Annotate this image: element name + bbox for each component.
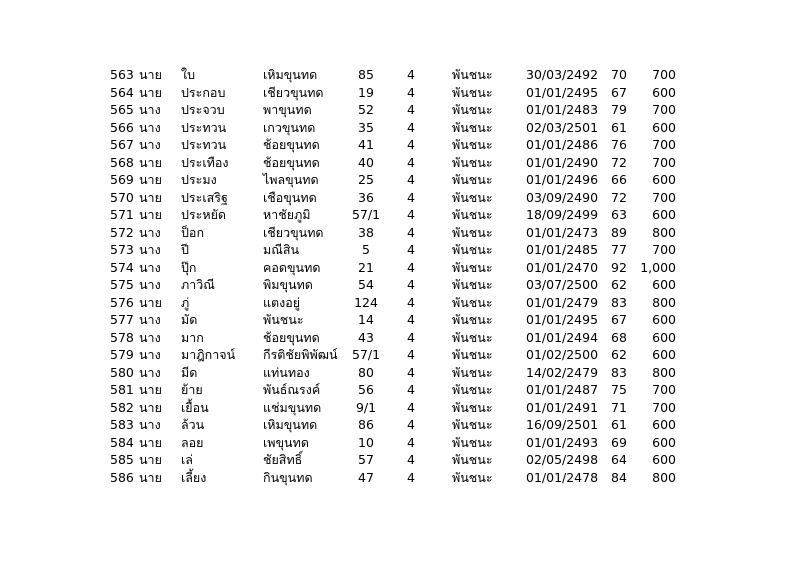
age: 89: [611, 224, 627, 240]
last-name: เกวขุนทด: [263, 119, 316, 135]
table-row: [0, 469, 800, 487]
birth-date: 01/01/2487: [526, 382, 599, 397]
house-number: 21: [358, 259, 374, 275]
age: 72: [611, 189, 627, 205]
house-number: 9/1: [355, 399, 377, 415]
house-number: 35: [358, 119, 374, 135]
last-name: ชัยสิทธิ์: [263, 452, 303, 467]
age: 77: [611, 242, 627, 257]
table-row: [0, 241, 800, 259]
first-name: มัด: [181, 312, 198, 327]
record-number: 583: [110, 417, 134, 432]
birth-date: 01/01/2479: [526, 294, 599, 310]
first-name: มาฎิกาจน์: [181, 347, 236, 362]
allowance-amount: 700: [652, 399, 676, 415]
house-number: 36: [358, 189, 374, 205]
last-name: แช่มขุนทด: [263, 399, 322, 415]
house-number: 14: [358, 312, 374, 327]
allowance-amount: 600: [652, 119, 676, 135]
house-number: 57/1: [351, 347, 381, 362]
first-name: ประเสริฐ: [181, 189, 228, 205]
age: 62: [611, 277, 627, 292]
birth-date: 01/01/2493: [526, 434, 599, 450]
record-number: 577: [110, 312, 134, 327]
record-number: 575: [110, 277, 134, 292]
name-title: นาง: [139, 242, 161, 257]
table-row: [0, 189, 800, 207]
record-number: 571: [110, 207, 134, 222]
subdistrict: พันชนะ: [452, 154, 493, 170]
house-number: 124: [354, 294, 378, 310]
subdistrict: พันชนะ: [452, 119, 493, 135]
first-name: ลอย: [181, 434, 204, 450]
last-name: แท่นทอง: [263, 364, 310, 380]
record-number: 584: [110, 434, 134, 450]
village-number: 4: [407, 329, 415, 345]
table-row: [0, 311, 800, 329]
record-number: 581: [110, 382, 134, 397]
table-row: [0, 364, 800, 382]
table-row: [0, 451, 800, 469]
table-row: [0, 259, 800, 277]
name-title: นาย: [139, 189, 162, 205]
subdistrict: พันชนะ: [452, 469, 493, 485]
subdistrict: พันชนะ: [452, 312, 493, 327]
birth-date: 16/09/2501: [526, 417, 599, 432]
village-number: 4: [407, 242, 415, 257]
last-name: คอดขุนทด: [263, 259, 321, 275]
last-name: พันชนะ: [263, 312, 304, 327]
table-row: [0, 171, 800, 189]
table-row: [0, 329, 800, 347]
allowance-amount: 600: [652, 329, 676, 345]
name-title: นาง: [139, 329, 161, 345]
birth-date: 01/01/2478: [526, 469, 599, 485]
age: 61: [611, 119, 627, 135]
subdistrict: พันชนะ: [452, 364, 493, 380]
record-number: 573: [110, 242, 134, 257]
subdistrict: พันชนะ: [452, 417, 493, 432]
name-title: นาง: [139, 137, 161, 152]
table-row: [0, 119, 800, 137]
first-name: ประกอบ: [181, 84, 226, 100]
allowance-amount: 700: [652, 382, 676, 397]
birth-date: 01/01/2470: [526, 259, 599, 275]
table-row: [0, 224, 800, 242]
allowance-amount: 600: [652, 452, 676, 467]
village-number: 4: [407, 189, 415, 205]
birth-date: 01/01/2473: [526, 224, 599, 240]
record-table: [0, 66, 800, 486]
first-name: ประหยัด: [181, 207, 227, 222]
first-name: ใบ: [181, 67, 196, 82]
age: 67: [611, 312, 627, 327]
birth-date: 14/02/2479: [526, 364, 599, 380]
first-name: มีด: [181, 364, 198, 380]
subdistrict: พันชนะ: [452, 172, 493, 187]
name-title: นาง: [139, 102, 161, 117]
birth-date: 01/01/2496: [526, 172, 599, 187]
last-name: ไพลขุนทด: [263, 172, 319, 187]
first-name: ประมง: [181, 172, 217, 187]
house-number: 43: [358, 329, 374, 345]
subdistrict: พันชนะ: [452, 224, 493, 240]
record-number: 576: [110, 294, 134, 310]
first-name: ล้วน: [181, 417, 205, 432]
birth-date: 01/01/2490: [526, 154, 599, 170]
first-name: เยื้อน: [181, 399, 209, 415]
allowance-amount: 600: [652, 84, 676, 100]
record-number: 563: [110, 67, 134, 82]
record-number: 570: [110, 189, 134, 205]
birth-date: 01/01/2491: [526, 399, 599, 415]
last-name: พันธ์ณรงค์: [263, 382, 321, 397]
record-number: 574: [110, 259, 134, 275]
subdistrict: พันชนะ: [452, 329, 493, 345]
house-number: 10: [358, 434, 374, 450]
village-number: 4: [407, 399, 415, 415]
last-name: พาขุนทด: [263, 102, 312, 117]
last-name: ช้อยขุนทด: [263, 137, 320, 152]
age: 61: [611, 417, 627, 432]
record-number: 567: [110, 137, 134, 152]
birth-date: 03/07/2500: [526, 277, 599, 292]
last-name: เชือขุนทด: [263, 189, 317, 205]
record-number: 579: [110, 347, 134, 362]
last-name: เชียวขุนทด: [263, 224, 324, 240]
village-number: 4: [407, 364, 415, 380]
table-row: [0, 346, 800, 364]
house-number: 54: [358, 277, 374, 292]
allowance-amount: 700: [652, 154, 676, 170]
name-title: นาย: [139, 434, 162, 450]
house-number: 25: [358, 172, 374, 187]
table-row: [0, 381, 800, 399]
age: 71: [611, 399, 627, 415]
house-number: 19: [358, 84, 374, 100]
record-number: 582: [110, 399, 134, 415]
age: 72: [611, 154, 627, 170]
house-number: 85: [358, 67, 374, 82]
age: 63: [611, 207, 627, 222]
village-number: 4: [407, 294, 415, 310]
table-row: [0, 206, 800, 224]
subdistrict: พันชนะ: [452, 242, 493, 257]
first-name: เล่: [181, 452, 193, 467]
village-number: 4: [407, 312, 415, 327]
last-name: กีรติชัยพิพัฒน์: [263, 347, 338, 362]
subdistrict: พันชนะ: [452, 294, 493, 310]
name-title: นาง: [139, 417, 161, 432]
allowance-amount: 800: [652, 294, 676, 310]
table-row: [0, 84, 800, 102]
subdistrict: พันชนะ: [452, 189, 493, 205]
subdistrict: พันชนะ: [452, 382, 493, 397]
allowance-amount: 600: [652, 172, 676, 187]
age: 84: [611, 469, 627, 485]
name-title: นาง: [139, 312, 161, 327]
birth-date: 30/03/2492: [526, 67, 599, 82]
birth-date: 18/09/2499: [526, 207, 599, 222]
age: 66: [611, 172, 627, 187]
record-number: 564: [110, 84, 134, 100]
village-number: 4: [407, 382, 415, 397]
table-row: [0, 154, 800, 172]
last-name: มณีสิน: [263, 242, 300, 257]
village-number: 4: [407, 84, 415, 100]
age: 64: [611, 452, 627, 467]
birth-date: 01/01/2486: [526, 137, 599, 152]
birth-date: 01/02/2500: [526, 347, 599, 362]
record-number: 569: [110, 172, 134, 187]
village-number: 4: [407, 347, 415, 362]
age: 75: [611, 382, 627, 397]
last-name: แตงอยู่: [263, 294, 301, 310]
age: 76: [611, 137, 627, 152]
subdistrict: พันชนะ: [452, 452, 493, 467]
first-name: ประทวน: [181, 119, 227, 135]
house-number: 40: [358, 154, 374, 170]
subdistrict: พันชนะ: [452, 84, 493, 100]
subdistrict: พันชนะ: [452, 434, 493, 450]
allowance-amount: 800: [652, 469, 676, 485]
record-number: 578: [110, 329, 134, 345]
village-number: 4: [407, 207, 415, 222]
village-number: 4: [407, 277, 415, 292]
last-name: เพขุนทด: [263, 434, 309, 450]
first-name: ประทวน: [181, 137, 227, 152]
name-title: นาง: [139, 347, 161, 362]
name-title: นาย: [139, 154, 162, 170]
house-number: 38: [358, 224, 374, 240]
first-name: ย้าย: [181, 382, 203, 397]
last-name: กินขุนทด: [263, 469, 313, 485]
allowance-amount: 600: [652, 417, 676, 432]
village-number: 4: [407, 137, 415, 152]
subdistrict: พันชนะ: [452, 277, 493, 292]
name-title: นาย: [139, 382, 162, 397]
age: 62: [611, 347, 627, 362]
allowance-amount: 800: [652, 224, 676, 240]
village-number: 4: [407, 417, 415, 432]
name-title: นาย: [139, 84, 162, 100]
house-number: 47: [358, 469, 374, 485]
age: 67: [611, 84, 627, 100]
first-name: ภาวิณี: [181, 277, 215, 292]
table-row: [0, 416, 800, 434]
allowance-amount: 1,000: [640, 259, 676, 275]
name-title: นาย: [139, 399, 162, 415]
subdistrict: พันชนะ: [452, 102, 493, 117]
table-row: [0, 66, 800, 84]
village-number: 4: [407, 224, 415, 240]
village-number: 4: [407, 172, 415, 187]
name-title: นาย: [139, 469, 162, 485]
allowance-amount: 700: [652, 242, 676, 257]
age: 83: [611, 294, 627, 310]
first-name: เลี้ยง: [181, 469, 207, 485]
name-title: นาง: [139, 364, 161, 380]
birth-date: 01/01/2495: [526, 312, 599, 327]
name-title: นาย: [139, 67, 162, 82]
last-name: เหิมขุนทด: [263, 417, 318, 432]
village-number: 4: [407, 67, 415, 82]
last-name: พิมขุนทด: [263, 277, 313, 292]
allowance-amount: 600: [652, 312, 676, 327]
house-number: 56: [358, 382, 374, 397]
table-row: [0, 399, 800, 417]
village-number: 4: [407, 434, 415, 450]
first-name: ภู่: [181, 294, 190, 310]
name-title: นาง: [139, 277, 161, 292]
age: 69: [611, 434, 627, 450]
subdistrict: พันชนะ: [452, 137, 493, 152]
birth-date: 01/01/2483: [526, 102, 599, 117]
first-name: ประเทือง: [181, 154, 229, 170]
first-name: ปี: [181, 242, 189, 257]
house-number: 41: [358, 137, 374, 152]
village-number: 4: [407, 469, 415, 485]
allowance-amount: 600: [652, 434, 676, 450]
allowance-amount: 600: [652, 277, 676, 292]
table-row: [0, 276, 800, 294]
village-number: 4: [407, 452, 415, 467]
allowance-amount: 700: [652, 137, 676, 152]
village-number: 4: [407, 119, 415, 135]
table-row: [0, 434, 800, 452]
birth-date: 02/03/2501: [526, 119, 599, 135]
allowance-amount: 700: [652, 102, 676, 117]
subdistrict: พันชนะ: [452, 259, 493, 275]
name-title: นาง: [139, 119, 161, 135]
age: 79: [611, 102, 627, 117]
name-title: นาย: [139, 207, 162, 222]
record-number: 572: [110, 224, 134, 240]
allowance-amount: 600: [652, 207, 676, 222]
name-title: นาย: [139, 172, 162, 187]
birth-date: 01/01/2485: [526, 242, 599, 257]
record-number: 586: [110, 469, 134, 485]
first-name: ประจวบ: [181, 102, 225, 117]
table-row: [0, 101, 800, 119]
last-name: เหิมขุนทด: [263, 67, 318, 82]
house-number: 5: [362, 242, 370, 257]
name-title: นาง: [139, 259, 161, 275]
allowance-amount: 800: [652, 364, 676, 380]
village-number: 4: [407, 259, 415, 275]
name-title: นาย: [139, 452, 162, 467]
house-number: 57: [358, 452, 374, 467]
first-name: มาก: [181, 329, 204, 345]
birth-date: 02/05/2498: [526, 452, 599, 467]
age: 70: [611, 67, 627, 82]
last-name: ช้อยขุนทด: [263, 329, 320, 345]
house-number: 57/1: [351, 207, 381, 222]
record-number: 580: [110, 364, 134, 380]
age: 68: [611, 329, 627, 345]
last-name: ช้อยขุนทด: [263, 154, 320, 170]
record-number: 568: [110, 154, 134, 170]
name-title: นาย: [139, 294, 162, 310]
last-name: หาชัยภูมิ: [263, 207, 311, 222]
allowance-amount: 700: [652, 189, 676, 205]
village-number: 4: [407, 154, 415, 170]
record-number: 565: [110, 102, 134, 117]
allowance-amount: 700: [652, 67, 676, 82]
subdistrict: พันชนะ: [452, 347, 493, 362]
first-name: ป็อก: [181, 224, 205, 240]
house-number: 80: [358, 364, 374, 380]
record-number: 566: [110, 119, 134, 135]
birth-date: 01/01/2494: [526, 329, 599, 345]
house-number: 52: [358, 102, 374, 117]
last-name: เชียวขุนทด: [263, 84, 324, 100]
record-number: 585: [110, 452, 134, 467]
subdistrict: พันชนะ: [452, 207, 493, 222]
subdistrict: พันชนะ: [452, 399, 493, 415]
age: 83: [611, 364, 627, 380]
birth-date: 01/01/2495: [526, 84, 599, 100]
first-name: ปุ๊ก: [181, 259, 197, 275]
village-number: 4: [407, 102, 415, 117]
subdistrict: พันชนะ: [452, 67, 493, 82]
allowance-amount: 600: [652, 347, 676, 362]
table-row: [0, 136, 800, 154]
name-title: นาง: [139, 224, 161, 240]
table-row: [0, 294, 800, 312]
birth-date: 03/09/2490: [526, 189, 599, 205]
age: 92: [611, 259, 627, 275]
house-number: 86: [358, 417, 374, 432]
